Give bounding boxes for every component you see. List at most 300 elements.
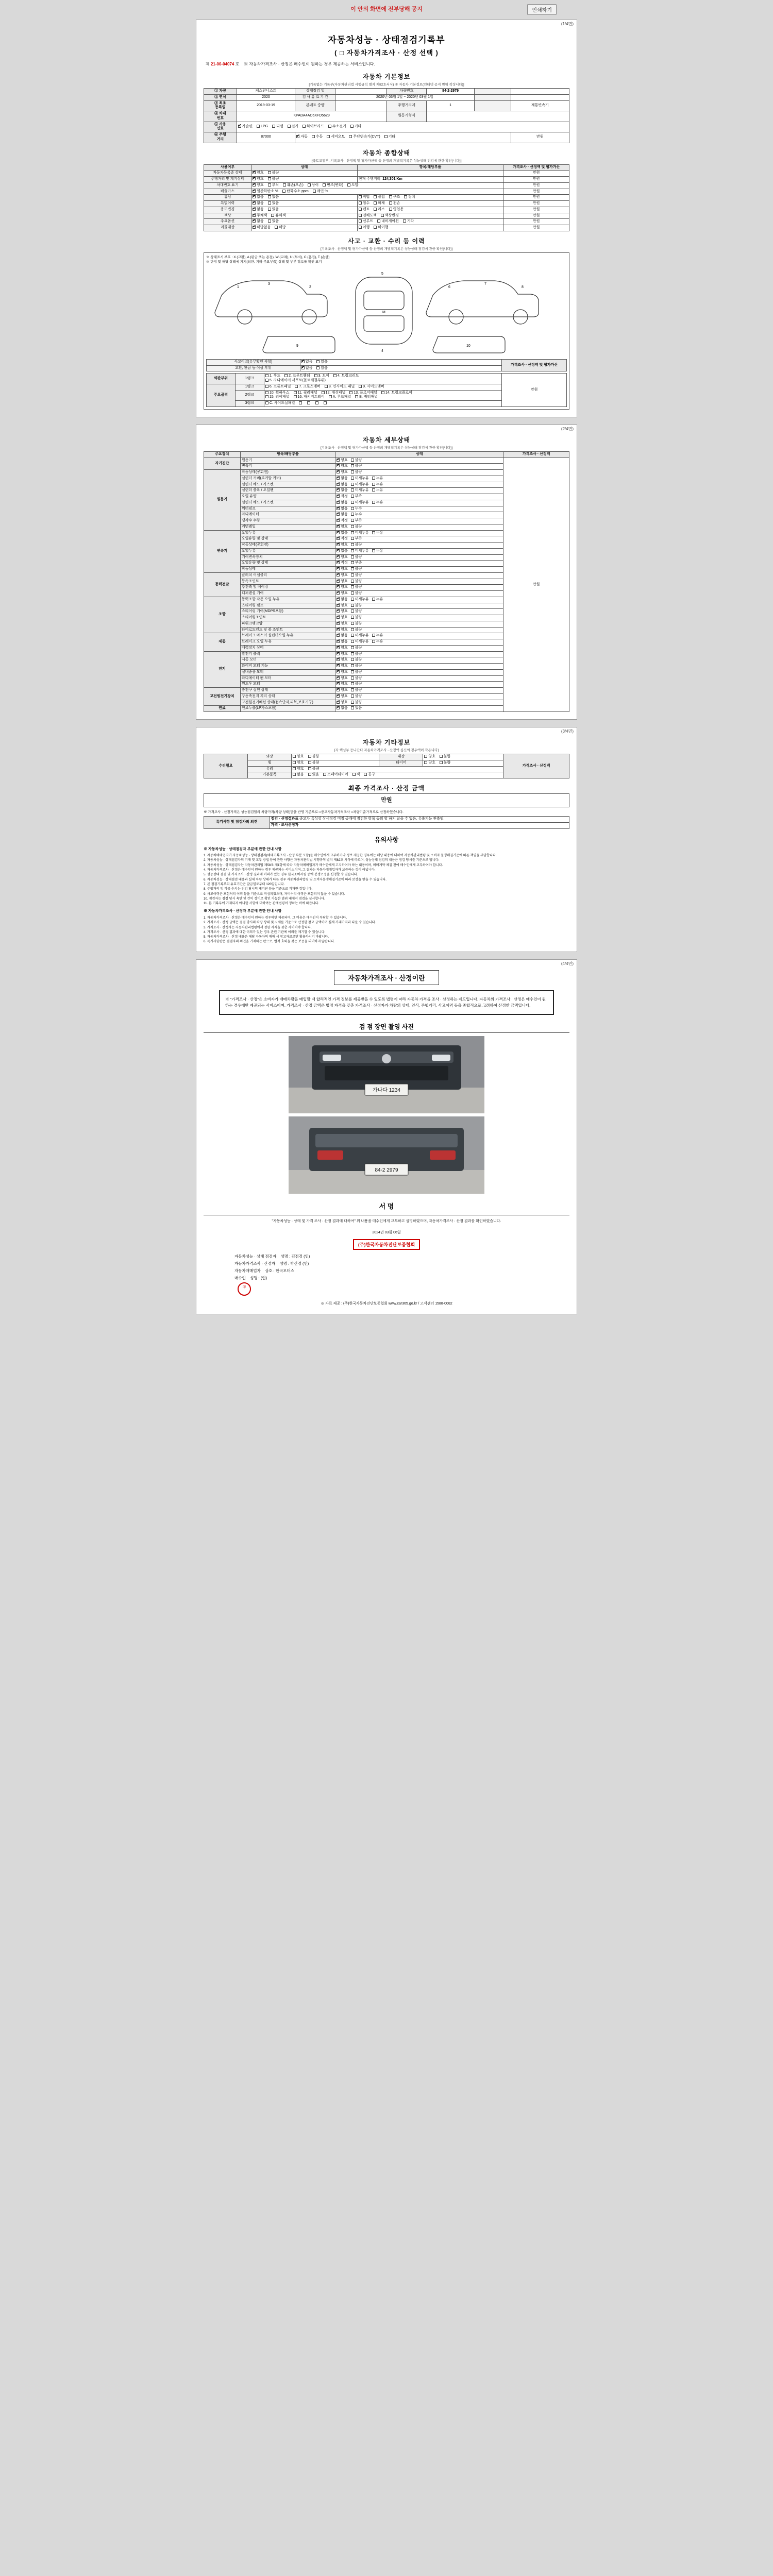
accident-yes[interactable]: 있음 — [316, 360, 328, 365]
detail-option[interactable]: 부족 — [351, 519, 362, 523]
frame-part-6[interactable]: 12. 대쉬패널 — [322, 391, 346, 396]
detail-option[interactable]: ✔ 양호 — [337, 604, 348, 608]
detail-option[interactable]: ✔ 양호 — [337, 688, 348, 693]
etc-table — [204, 754, 569, 778]
detail-head-0: 주요장치 — [204, 451, 241, 457]
detail-item-label: 와이퍼 모터 기능 — [240, 664, 335, 670]
overall-opt-2-2[interactable]: 훼손(오손) — [283, 183, 304, 188]
doc-no-label: 제 — [206, 62, 210, 66]
overall-price-4: 만원 — [503, 195, 569, 201]
signature-value: 성명 : (인) — [250, 1276, 267, 1281]
outer-part-0[interactable]: 1. 후드 — [265, 374, 280, 379]
frame-part-15[interactable] — [307, 401, 311, 406]
detail-item-options — [335, 585, 503, 591]
etc-glass-bad[interactable]: 불량 — [308, 767, 320, 772]
footer-note: ※ 자료 제공 : (주)한국자동차진단보증협회 www.car365.go.kr / 고객센터 1588-0082 — [321, 1301, 452, 1306]
extra-row-1-k: 가격 · 조사산정자 — [271, 823, 299, 827]
usechange-rent[interactable]: 렌트 — [359, 208, 370, 212]
rear-plate-text: 84-2 2979 — [375, 1167, 398, 1173]
frame-part-14[interactable] — [299, 401, 303, 406]
usechange-none[interactable]: ✔ 없음 — [253, 208, 264, 212]
frame-part-9[interactable]: 15. 리어패널 — [265, 395, 290, 400]
color-changed[interactable]: 색상변경 — [381, 214, 399, 218]
recall-yes[interactable]: 해당 — [275, 226, 286, 230]
doc-no-suffix: 호 — [235, 62, 240, 66]
frame-part-3[interactable]: 9. 사이드멤버 — [359, 385, 384, 389]
detail-option[interactable]: 누유 — [372, 598, 383, 602]
top-notice-bar — [0, 3, 773, 14]
detail-option[interactable]: 미세누유 — [351, 549, 369, 554]
color-chromatic[interactable]: 유채색 — [271, 214, 285, 218]
detail-option[interactable]: ✔ 양호 — [337, 585, 348, 590]
detail-option[interactable]: ✔ 양호 — [337, 652, 348, 657]
last-page-title: 자동차가격조사 · 산정이란 — [334, 970, 439, 985]
overall-head-3: 가격조사 · 산정액 및 평가가산 — [503, 164, 569, 171]
detail-option[interactable]: 미세누유 — [351, 634, 369, 638]
frame-part-16[interactable] — [315, 401, 320, 406]
emission-co[interactable]: ✔ 일산화탄소 % — [253, 190, 278, 194]
detail-option[interactable]: 누유 — [372, 640, 383, 645]
page-1 — [196, 20, 577, 417]
option-sunroof[interactable]: 선루프 — [359, 219, 373, 224]
extra-row-0 — [270, 817, 569, 823]
detail-price-cell: 만원 — [503, 457, 569, 712]
detail-item-options — [335, 627, 503, 633]
notice-item: 1. 자동차매매업자가 자동차성능 · 상태점검자(매매기록조사 · 산정 부분 포함)를 매수인에게 교부하거나 정보 제공한 경우에는 해당 내용에 대하여 자동차관리법령 및 소비자 분쟁해결기준에 따른 책임을 부담합니다. — [204, 854, 497, 858]
detail-option[interactable]: ✔ 양호 — [337, 646, 348, 651]
etc-int-good[interactable]: 양호 — [424, 755, 435, 759]
exchange-yes[interactable]: 있음 — [316, 366, 328, 371]
detail-option[interactable]: 미세누유 — [351, 488, 369, 493]
overall-row-0 — [204, 171, 569, 177]
overall-row-9 — [204, 225, 569, 231]
detail-option[interactable]: ✔ 양호 — [337, 664, 348, 669]
detail-item-label: 구동축전지 격리 상태 — [240, 693, 335, 700]
basic-info-table — [204, 88, 569, 143]
trans-opt-3[interactable]: 무단변속기(CVT) — [349, 135, 380, 140]
detail-option[interactable]: ✔ 없음 — [337, 501, 348, 505]
tuning-device[interactable]: 장치 — [404, 195, 415, 200]
detail-option[interactable]: 미세누유 — [351, 483, 369, 487]
value-bonnet — [335, 100, 386, 111]
overall-opt-0-1[interactable]: 불량 — [268, 171, 279, 176]
etc-ext-good[interactable]: 양호 — [293, 755, 304, 759]
frame-part-8[interactable]: 14. 트렁크플로어 — [381, 391, 412, 396]
etc-item-0: 외장 — [248, 754, 292, 760]
detail-group-8: 연료 — [204, 706, 241, 712]
detail-option[interactable]: 불량 — [351, 622, 362, 626]
notice-item: 5. 자동차가격조사 · 산정 내용은 해당 자동차의 매매 시 참고자료로만 활용하시기 바랍니다. — [204, 935, 329, 939]
detail-option[interactable]: 부족 — [351, 537, 362, 541]
print-button[interactable]: 인쇄하기 — [527, 4, 557, 15]
detail-option[interactable]: 누수 — [351, 507, 362, 512]
detail-item-label: 작동상태(공회전) — [240, 543, 335, 549]
notice-list-1 — [204, 916, 569, 944]
notice-item: 10. 점검자는 점검 당시 육안 및 간이 장비로 확인 가능한 범위 내에서 점검을 실시합니다. — [204, 896, 325, 901]
frame-part-5[interactable]: 11. 필러패널 — [294, 391, 317, 396]
fuel-opt-2[interactable]: 디젤 — [272, 125, 283, 129]
detail-option[interactable]: ✔ 없음 — [337, 634, 348, 638]
exchange-none[interactable]: ✔ 없음 — [301, 366, 313, 371]
recall-done[interactable]: 이행 — [359, 226, 370, 230]
overall-opt-0-0[interactable]: ✔ 양호 — [253, 171, 264, 176]
fuel-opt-3[interactable]: 전기 — [288, 125, 299, 129]
detail-item-label: 실린더 헤드 / 가스켓 — [240, 500, 335, 506]
detail-option[interactable]: 불량 — [351, 555, 362, 560]
overall-row-5 — [204, 201, 569, 207]
svg-text:9: 9 — [296, 344, 298, 348]
overall-opts-4 — [251, 195, 358, 201]
detail-option[interactable]: 불량 — [351, 585, 362, 590]
value-first-reg: 2019-03-19 — [237, 100, 295, 111]
detail-option[interactable]: 불량 — [351, 670, 362, 675]
signature-rows — [204, 1253, 569, 1296]
outer-part-3[interactable]: 4. 트렁크리드 — [333, 374, 359, 379]
detail-option[interactable]: 누유 — [372, 477, 383, 481]
detail-option[interactable]: ✔ 없음 — [337, 706, 348, 711]
etc-ext-bad[interactable]: 불량 — [308, 755, 320, 759]
overall-price-3: 만원 — [503, 189, 569, 195]
etc-tools[interactable]: 공구 — [364, 773, 375, 777]
detail-row — [204, 457, 569, 464]
detail-option[interactable]: ✔ 양호 — [337, 622, 348, 626]
detail-option[interactable]: ✔ 양호 — [337, 609, 348, 614]
detail-option[interactable]: 불량 — [351, 591, 362, 596]
fuel-opt-1[interactable]: LPG — [257, 125, 268, 129]
detail-option[interactable]: 미세누유 — [351, 531, 369, 536]
tuning-structure[interactable]: 구조 — [389, 195, 400, 200]
label-odometer: 주행거리계 — [386, 100, 427, 111]
etc-basic-none[interactable]: 없음 — [293, 773, 304, 777]
option-yes[interactable]: 있음 — [268, 219, 279, 224]
trans-opt-0[interactable]: ✔ 자동 — [296, 135, 308, 140]
detail-option[interactable]: ✔ 양호 — [337, 464, 348, 469]
parts-outer-label: 외판부위 — [207, 374, 236, 384]
doc-no: 21-00-04074 — [210, 62, 234, 66]
frame-part-10[interactable]: 16. 패키지트레이 — [294, 395, 325, 400]
section-note-accident: [기록조사 · 산정액 및 평가가산액 등 산정의 개별적기록은 성능상태 점검에 관한 확인(니다)] — [320, 247, 452, 251]
detail-option[interactable]: 불량 — [351, 464, 362, 469]
overall-row-6 — [204, 207, 569, 213]
detail-option[interactable]: ✔ 적정 — [337, 561, 348, 566]
detail-item-options — [335, 482, 503, 488]
signature-row — [234, 1260, 569, 1267]
overall-label-4: 튜닝 — [204, 195, 251, 201]
overall-opt-2-0[interactable]: ✔ 양호 — [253, 183, 264, 188]
overall-opt-1-1[interactable]: 불량 — [268, 177, 279, 182]
detail-option[interactable]: 불량 — [351, 701, 362, 705]
detail-option[interactable]: 누유 — [372, 531, 383, 536]
detail-item-label: 라디에이터 팬 모터 — [240, 675, 335, 682]
tuning-yes[interactable]: 있음 — [268, 195, 279, 200]
detail-option[interactable]: 부족 — [351, 495, 362, 499]
signature-role: 자동차가격조사 · 산정자 — [234, 1261, 276, 1266]
detail-option[interactable]: 불량 — [351, 658, 362, 663]
label-first-reg: ③ 최초 등록일 — [204, 100, 237, 111]
emission-hc[interactable]: 탄화수소 ppm — [282, 190, 309, 194]
etc-spare-tire[interactable]: 스페어타이어 — [323, 773, 348, 777]
overall-head-0: 사용여부 — [204, 164, 251, 171]
detail-option[interactable]: ✔ 양호 — [337, 628, 348, 633]
doc-number-line — [204, 61, 569, 67]
etc-tire-bad[interactable]: 불량 — [440, 761, 451, 766]
detail-option[interactable]: ✔ 양호 — [337, 567, 348, 572]
etc-wheel-bad[interactable]: 불량 — [308, 761, 320, 766]
option-navi[interactable]: 내비게이션 — [377, 219, 399, 224]
detail-option[interactable]: ✔ 양호 — [337, 694, 348, 699]
rank-1-b: 1랭크 — [235, 384, 264, 390]
detail-item-options — [335, 579, 503, 585]
price-title: 최종 가격조사 · 산정 금액 — [348, 785, 425, 792]
detail-option[interactable]: 불량 — [351, 688, 362, 693]
detail-option[interactable]: ✔ 적정 — [337, 495, 348, 499]
detail-option[interactable]: ✔ 없음 — [337, 531, 348, 536]
doc-title-line2: ( □ 자동차가격조사 · 산정 선택 ) — [334, 49, 439, 57]
special-yes[interactable]: 있음 — [268, 201, 279, 206]
etc-wheel-good[interactable]: 양호 — [293, 761, 304, 766]
accident-row-opts-0 — [300, 359, 501, 365]
detail-option[interactable]: 누유 — [372, 549, 383, 554]
detail-option[interactable]: 미세누유 — [351, 598, 369, 602]
detail-option[interactable]: ✔ 없음 — [337, 640, 348, 645]
detail-option[interactable]: 미세누유 — [351, 477, 369, 481]
detail-item-options — [335, 506, 503, 512]
tuning-illegal[interactable]: 불법 — [374, 195, 385, 200]
detail-group-6: 전기 — [204, 651, 241, 688]
detail-option[interactable]: 불량 — [351, 616, 362, 620]
trans-opt-1[interactable]: 수동 — [312, 135, 323, 140]
outer-part-4[interactable]: 5. 라디에이터 서포트(볼트체결부위) — [265, 379, 326, 383]
frame-parts-list-2 — [264, 390, 501, 401]
outer-part-1[interactable]: 2. 프론트휀더 — [284, 374, 310, 379]
detail-option[interactable]: 불량 — [351, 459, 362, 463]
frame-part-1[interactable]: 7. 크로스멤버 — [295, 385, 321, 389]
detail-option[interactable]: ✔ 양호 — [337, 670, 348, 675]
detail-option[interactable]: 불량 — [351, 676, 362, 681]
frame-part-7[interactable]: 13. 플로어패널 — [349, 391, 377, 396]
etc-opts-3 — [423, 760, 503, 766]
etc-jack[interactable]: 잭 — [352, 773, 360, 777]
signature-value: 상호 : 한국모터스 — [265, 1268, 295, 1274]
detail-item-label: 오일유량 및 상태 — [240, 561, 335, 567]
detail-option[interactable]: 불량 — [351, 580, 362, 584]
detail-option[interactable]: 부족 — [351, 561, 362, 566]
overall-opt-2-1[interactable]: 부식 — [268, 183, 279, 188]
detail-option[interactable]: ✔ 적정 — [337, 537, 348, 541]
accident-none[interactable]: ✔ 없음 — [301, 360, 313, 365]
color-mono[interactable]: ✔ 무채색 — [253, 214, 267, 218]
tuning-none[interactable]: ✔ 없음 — [253, 195, 264, 200]
trans-opt-4[interactable]: 기타 — [384, 135, 396, 140]
notice-list-0 — [204, 853, 569, 906]
detail-item-label: 실린더 커버(로커암 커버) — [240, 476, 335, 482]
detail-option[interactable]: 미세누유 — [351, 640, 369, 645]
detail-option[interactable]: ✔ 없음 — [337, 507, 348, 512]
label-fuel: ⑤ 사용 연료 — [204, 122, 237, 132]
detail-item-label: 추진축 및 베어링 — [240, 585, 335, 591]
detail-option[interactable]: ✔ 양호 — [337, 555, 348, 560]
detail-item-label: 윈도우 모터 — [240, 682, 335, 688]
detail-option[interactable]: 누유 — [372, 488, 383, 493]
detail-item-label: 작동상태(공회전) — [240, 470, 335, 476]
detail-option[interactable]: ✔ 없음 — [337, 513, 348, 517]
accident-parts-table — [206, 373, 567, 407]
detail-option[interactable]: ✔ 양호 — [337, 470, 348, 475]
overall-head-2: 항목/해당부품 — [357, 164, 503, 171]
recall-not-done[interactable]: 미이행 — [374, 226, 388, 230]
special-total-loss[interactable]: 전손 — [389, 201, 400, 206]
outer-part-2[interactable]: 3. 도어 — [314, 374, 329, 379]
detail-option[interactable]: 있음 — [351, 706, 362, 711]
car-diagram — [206, 264, 567, 357]
recall-na[interactable]: ✔ 해당없음 — [253, 226, 271, 230]
detail-item-options — [335, 621, 503, 627]
etc-glass-good[interactable]: 양호 — [293, 767, 304, 772]
special-fire[interactable]: 화재 — [374, 201, 385, 206]
detail-option[interactable]: ✔ 양호 — [337, 459, 348, 463]
overall-opt-2-5[interactable]: 도말 — [347, 183, 359, 188]
label-bonnet: 본네트 중량 — [295, 100, 335, 111]
section-title-basic: 자동차 기본정보 — [362, 73, 411, 80]
frame-part-0[interactable]: 6. 프론트패널 — [265, 385, 291, 389]
signature-role: 자동차매매업자 — [234, 1268, 261, 1274]
fuel-opt-5[interactable]: 수소전기 — [328, 125, 346, 129]
frame-part-4[interactable]: 10. 휠하우스 — [265, 391, 290, 396]
detail-option[interactable]: 미세누유 — [351, 501, 369, 505]
detail-option[interactable]: ✔ 양호 — [337, 525, 348, 530]
detail-option[interactable]: ✔ 없음 — [337, 483, 348, 487]
detail-option[interactable]: 누유 — [372, 483, 383, 487]
special-flood[interactable]: 침수 — [359, 201, 370, 206]
detail-option[interactable]: 불량 — [351, 628, 362, 633]
overall-opt-1-0[interactable]: ✔ 양호 — [253, 177, 264, 182]
accident-legend-1: ※ 판정 및 해당 상태에 기기(외판, 기타 주요부품) 상태 및 부분 정보를 확인 표기 — [206, 260, 322, 264]
frame-part-13[interactable]: C. 사이드실패널 — [265, 401, 295, 406]
overall-price-9: 만원 — [503, 225, 569, 231]
trans-opt-2[interactable]: 세미오토 — [327, 135, 345, 140]
detail-option[interactable]: ✔ 양호 — [337, 573, 348, 578]
detail-group-1: 원동기 — [204, 470, 241, 531]
detail-item-label: 기어변속장치 — [240, 554, 335, 561]
usechange-business[interactable]: 영업용 — [389, 208, 404, 212]
value-engine-type — [427, 111, 569, 122]
fuel-opt-0[interactable]: ✔가솔린 — [238, 125, 253, 129]
overall-opts-0 — [251, 171, 358, 177]
overall-opts-1 — [251, 177, 358, 183]
detail-option[interactable]: 불량 — [351, 543, 362, 548]
detail-item-label: 오일 유량 — [240, 494, 335, 500]
detail-item-label: 실린더 블록 / 오일팬 — [240, 488, 335, 494]
etc-int-bad[interactable]: 불량 — [440, 755, 451, 759]
notice-item: 9. 사고이력은 보험처리 이력 등을 기준으로 작성되었으며, 자비수리 이력은 포함되지 않을 수 있습니다. — [204, 892, 345, 896]
label-plate-no: 차량번호 — [386, 89, 427, 95]
detail-option[interactable]: ✔ 양호 — [337, 658, 348, 663]
detail-option[interactable]: 불량 — [351, 682, 362, 687]
doc-title-line1: 자동차성능 · 상태점검기록부 — [328, 35, 445, 45]
detail-option[interactable]: ✔ 없음 — [337, 477, 348, 481]
overall-price-8: 만원 — [503, 219, 569, 225]
detail-option[interactable]: 불량 — [351, 573, 362, 578]
detail-option[interactable]: ✔ 양호 — [337, 580, 348, 584]
detail-option[interactable]: 불량 — [351, 664, 362, 669]
detail-option[interactable]: 불량 — [351, 646, 362, 651]
detail-item-label: 라디에이터 — [240, 512, 335, 518]
emission-smoke[interactable]: 매연 % — [313, 190, 328, 194]
page-3 — [196, 727, 577, 952]
color-full-paint[interactable]: 전체도색 — [359, 214, 377, 218]
detail-option[interactable]: ✔ 양호 — [337, 616, 348, 620]
detail-option[interactable]: 불량 — [351, 470, 362, 475]
detail-option[interactable]: ✔ 없음 — [337, 488, 348, 493]
detail-option[interactable]: ✔ 양호 — [337, 591, 348, 596]
svg-text:2: 2 — [309, 285, 311, 289]
detail-option[interactable]: 누유 — [372, 634, 383, 638]
fuel-opt-6[interactable]: 기타 — [350, 125, 362, 129]
detail-option[interactable]: 불량 — [351, 604, 362, 608]
usechange-lease[interactable]: 리스 — [374, 208, 385, 212]
frame-parts-list-1 — [264, 384, 501, 390]
option-etc[interactable]: 기타 — [403, 219, 414, 224]
frame-part-2[interactable]: 8. 인사이드 패널 — [325, 385, 355, 389]
detail-option[interactable]: ✔ 양호 — [337, 701, 348, 705]
detail-option[interactable]: 불량 — [351, 525, 362, 530]
detail-option[interactable]: 불량 — [351, 694, 362, 699]
detail-option[interactable]: ✔ 없음 — [337, 598, 348, 602]
etc-opts-0 — [292, 754, 379, 760]
overall-detail-8 — [357, 219, 503, 225]
detail-group-7: 고전원전기장치 — [204, 688, 241, 706]
doc-title — [204, 32, 569, 57]
usechange-yes[interactable]: 있음 — [268, 208, 279, 212]
tuning-legal[interactable]: 적법 — [359, 195, 370, 200]
frame-part-12[interactable]: B. 쿼터패널 — [355, 395, 378, 400]
etc-tire-good[interactable]: 양호 — [424, 761, 435, 766]
detail-option[interactable]: ✔ 없음 — [337, 549, 348, 554]
detail-option[interactable]: ✔ 양호 — [337, 682, 348, 687]
etc-basic-yes[interactable]: 있음 — [308, 773, 320, 777]
detail-item-options — [335, 512, 503, 518]
detail-option[interactable]: 불량 — [351, 652, 362, 657]
detail-item-options — [335, 633, 503, 639]
detail-item-options — [335, 470, 503, 476]
detail-option[interactable]: ✔ 적정 — [337, 519, 348, 523]
frame-part-11[interactable]: A. 루프패널 — [329, 395, 351, 400]
frame-part-17[interactable] — [324, 401, 328, 406]
label-year: ② 연식 — [204, 94, 237, 100]
fuel-opt-4[interactable]: 하이브리드 — [303, 125, 324, 129]
option-none[interactable]: ✔ 없음 — [253, 219, 264, 224]
notice-item: 6. 자동차성능 · 상태점검 내용과 실제 차량 상태가 다른 경우 자동차관리법령 및 소비자분쟁해결기준에 따라 보상을 받을 수 있습니다. — [204, 877, 386, 882]
detail-option[interactable]: ✔ 양호 — [337, 676, 348, 681]
company-stamp: (주)한국자동차진단보증협회 — [353, 1239, 420, 1250]
value-inspection-period: 2020년 03월 1일 ~ 2020년 03월 1일 — [335, 94, 474, 100]
overall-opt-2-4[interactable]: 변조(변타) — [323, 183, 343, 188]
detail-option[interactable]: 누수 — [351, 513, 362, 517]
detail-option[interactable]: 불량 — [351, 609, 362, 614]
overall-label-7: 색상 — [204, 213, 251, 219]
detail-option[interactable]: 누유 — [372, 501, 383, 505]
detail-option[interactable]: ✔ 양호 — [337, 543, 348, 548]
overall-opt-2-3[interactable]: 상이 — [308, 183, 319, 188]
signature-value: 성명 : 김점검 (인) — [280, 1253, 310, 1259]
signature-row — [234, 1275, 569, 1282]
overall-detail-5 — [357, 201, 503, 207]
detail-option[interactable]: 불량 — [351, 567, 362, 572]
accident-row-opts-1 — [300, 365, 501, 371]
special-none[interactable]: ✔ 없음 — [253, 201, 264, 206]
section-note-basic: [기록없는 기록부(자동차관리법 시행규칙 별지 제82호서식) 중 자동차 기본정보(인터넷 공지 범위 작성니다)] — [309, 83, 464, 87]
overall-price-2: 만원 — [503, 182, 569, 189]
